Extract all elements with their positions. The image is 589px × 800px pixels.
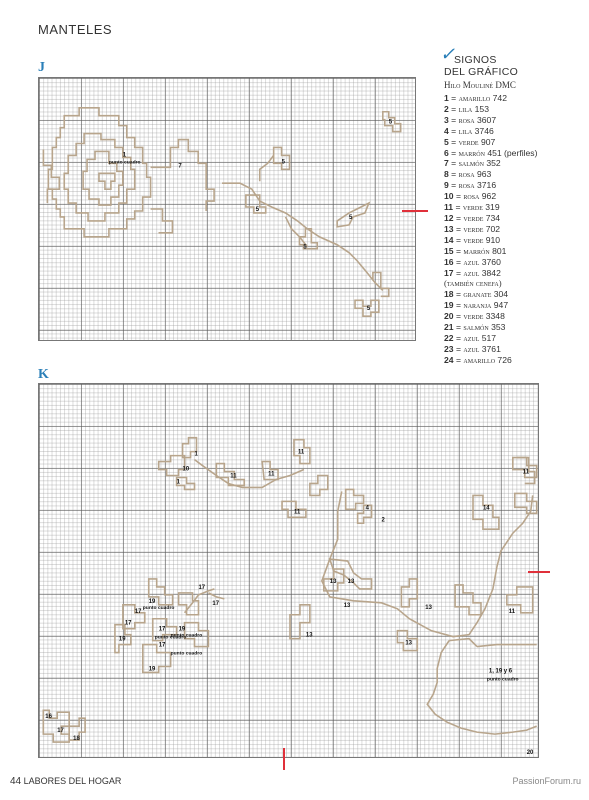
legend-item-number: 9 — [444, 180, 449, 191]
rose-petal-bottom — [151, 209, 173, 233]
chart-j-motifs — [39, 78, 415, 340]
legend-item: 20 = verde 3348 — [444, 311, 505, 322]
label-j-5c: 5 — [303, 244, 307, 251]
label-k-1: 1 — [194, 451, 198, 458]
legend-item-code: 3842 — [481, 267, 501, 278]
legend-item-color: azul — [463, 332, 480, 343]
checkmark-icon: ✓ — [440, 44, 456, 64]
legend-item: 12 = verde 734 — [444, 212, 501, 223]
label-k-11d: 11 — [293, 509, 301, 516]
stem-k-main — [322, 491, 533, 636]
label-k-13e: 13 — [405, 640, 412, 647]
legend-item-number: 6 — [444, 147, 449, 158]
legend-item-code: 3761 — [481, 343, 501, 354]
legend-item-number: 21 — [444, 322, 454, 333]
magazine-name: LABORES DEL HOGAR — [23, 776, 122, 786]
legend-item-number: 5 — [444, 136, 449, 147]
legend-item-code: 910 — [485, 234, 501, 245]
legend-item-number: 11 — [444, 202, 454, 213]
legend-item: 23 = azul 3761 — [444, 343, 501, 354]
label-k-18: 18 — [73, 736, 80, 743]
label-j-punto-cuadro: punto cuadro — [108, 160, 141, 166]
watermark: PassionForum.ru — [512, 776, 581, 786]
rose-petal-left — [43, 149, 59, 203]
label-j-5e: 5 — [388, 119, 393, 126]
legend-item-number: 10 — [444, 191, 454, 202]
legend-item-color: verde — [463, 311, 484, 322]
label-k-17e: 17 — [158, 626, 166, 633]
label-k-11e: 11 — [522, 469, 530, 476]
chart-k-grid — [38, 383, 539, 758]
legend-item-number: 19 — [444, 300, 454, 311]
legend-item-number: 1 — [444, 93, 449, 103]
leaf-k-8 — [310, 476, 328, 496]
legend-item-number: 22 — [444, 332, 454, 343]
label-k-13d: 13 — [305, 632, 313, 639]
label-k-10: 10 — [182, 466, 190, 473]
legend-item-code: 947 — [493, 300, 509, 311]
label-k-13a: 13 — [329, 578, 337, 585]
leaf-k-10 — [358, 505, 372, 523]
rose-center-outline — [99, 173, 115, 189]
legend-item-color: verde — [462, 202, 483, 213]
label-k-17d: 17 — [124, 620, 132, 627]
chart-k-motifs — [39, 384, 538, 757]
stem-j-lower — [286, 217, 308, 247]
legend-title — [440, 44, 584, 78]
legend-item: 18 = granate 304 — [444, 289, 509, 300]
label-k-17b: 17 — [212, 600, 220, 607]
legend-item: 24 = amarillo 726 — [444, 354, 512, 365]
legend-item-color: granate — [463, 289, 492, 300]
legend-item: 9 = rosa 3716 — [444, 180, 497, 191]
leaf-k-9 — [346, 489, 364, 509]
legend-item-number: 16 — [444, 256, 454, 267]
label-k-13b: 13 — [347, 578, 355, 585]
legend-item-number: 8 — [444, 169, 449, 180]
leaf-k-18 — [473, 495, 499, 529]
legend-item-color: lila — [458, 125, 473, 136]
legend-item-code: 517 — [481, 332, 497, 343]
legend-item-code: 963 — [476, 169, 492, 180]
legend-title-line1: SIGNOS — [454, 54, 497, 66]
legend-item-number: 13 — [444, 223, 454, 234]
leaf-j-4 — [337, 203, 369, 227]
legend-item-color: naranja — [463, 300, 492, 311]
legend-item-number: 18 — [444, 289, 454, 300]
legend-item-color: verde — [458, 136, 479, 147]
legend-item-color: (también cenefa) — [444, 278, 502, 289]
legend-item-color: azul — [463, 343, 480, 354]
legend-item: 8 = rosa 963 — [444, 169, 492, 180]
label-k-pc1: punto cuadro — [142, 605, 175, 611]
label-k-pc2: punto cuadro — [170, 633, 203, 639]
center-marker-k-bottom — [283, 748, 285, 770]
legend-item-number: 2 — [444, 103, 449, 114]
leaf-k-20 — [515, 493, 537, 513]
legend-item-code: 3716 — [476, 180, 497, 191]
chart-j-grid — [38, 77, 416, 341]
label-k-13c: 13 — [343, 602, 351, 609]
page-section-title: MANTELES — [38, 22, 113, 37]
legend-item: 2 = lila 153 — [444, 103, 489, 114]
legend-item-code: 3348 — [485, 311, 505, 322]
label-k-4: 4 — [365, 505, 369, 512]
legend-item: 6 = marrón 451 (perfiles) — [444, 147, 538, 158]
flower-left-petal-5 — [143, 642, 171, 673]
legend-subtitle: Hilo Mouliné DMC — [444, 80, 516, 90]
legend-item: 19 = naranja 947 — [444, 300, 509, 311]
label-k-19c: 19 — [118, 636, 126, 643]
legend-item-color: azul — [463, 267, 480, 278]
leaf-k-16 — [455, 585, 481, 615]
legend-item-color: marrón — [458, 147, 485, 158]
label-k-pc3: punto cuadro — [170, 651, 203, 657]
page-number: 44 — [10, 776, 22, 787]
legend-item-number: 24 — [444, 354, 454, 365]
label-k-17a: 17 — [198, 584, 206, 591]
legend-item: 4 = lila 3746 — [444, 125, 494, 136]
legend-item-color: salmón — [458, 158, 484, 169]
legend-item-number: 12 — [444, 212, 454, 223]
legend-item: 16 = azul 3760 — [444, 256, 501, 267]
legend-item-color: salmón — [463, 322, 489, 333]
legend-item-code: 451 (perfiles) — [487, 147, 538, 158]
leaf-k-1 — [159, 456, 185, 476]
legend-item: 14 = verde 910 — [444, 234, 501, 245]
legend-item-color: verde — [463, 234, 484, 245]
legend-item-color: rosa — [458, 114, 475, 125]
legend-item-code: 353 — [491, 322, 506, 333]
legend-item-color: amarillo — [463, 354, 496, 365]
legend-item-number: 23 — [444, 343, 454, 354]
legend-title-line2: DEL GRÁFICO — [444, 66, 519, 78]
legend-item-color: azul — [463, 256, 480, 267]
label-k-19a: 19 — [148, 598, 156, 605]
legend-item-code: 907 — [480, 136, 496, 147]
label-j-1: 1 — [122, 152, 127, 159]
legend-item: 5 = verde 907 — [444, 136, 496, 147]
legend-item — [444, 278, 584, 289]
legend-item-color: rosa — [458, 180, 475, 191]
center-marker-k-right — [528, 571, 550, 573]
label-j-5f: 5 — [366, 306, 371, 313]
label-k-11: 11 — [230, 473, 237, 480]
label-k-1b: 1 — [176, 479, 180, 486]
section-k-label: K — [38, 367, 49, 382]
label-k-19d: 19 — [148, 666, 156, 673]
label-k-2: 2 — [381, 517, 385, 524]
label-k-16: 16 — [45, 714, 52, 721]
legend-item: 21 = salmón 353 — [444, 322, 506, 333]
label-k-19b: 19 — [178, 626, 186, 633]
legend-item-color: amarillo — [458, 93, 491, 103]
label-k-big-sub: punto cuadro — [486, 677, 519, 683]
rose-petal-right — [151, 140, 215, 211]
legend-item: 15 = marrón 801 — [444, 245, 507, 256]
leaf-j-7 — [373, 273, 389, 297]
legend-item-number: 4 — [444, 125, 449, 136]
label-k-11c: 11 — [297, 449, 305, 456]
legend-panel — [440, 44, 584, 366]
legend-item-code: 3607 — [476, 114, 497, 125]
legend-item-color: lila — [458, 103, 473, 114]
legend-item-code: 962 — [481, 191, 497, 202]
label-k-13f: 13 — [425, 604, 432, 611]
page-footer — [10, 776, 121, 787]
stem-k-1 — [195, 460, 304, 488]
flower-left-petal-3 — [179, 593, 199, 615]
legend-item-code: 319 — [485, 202, 500, 213]
legend-item-number: 17 — [444, 267, 454, 278]
legend-item-number: 14 — [444, 234, 454, 245]
legend-item-code: 304 — [493, 289, 509, 300]
legend-item-color: rosa — [458, 169, 475, 180]
label-j-5a: 5 — [281, 159, 285, 166]
label-k-17f: 17 — [158, 642, 166, 649]
label-k-17g: 17 — [57, 728, 64, 735]
legend-item-code: 801 — [492, 245, 507, 256]
legend-item-number: 7 — [444, 158, 449, 169]
label-k-11b: 11 — [268, 471, 275, 478]
label-k-big: 1, 19 y 6 — [488, 668, 513, 675]
legend-item-code: 352 — [486, 158, 501, 169]
label-j-5b: 5 — [255, 206, 260, 213]
legend-item-code: 3760 — [481, 256, 501, 267]
leaf-k-14 — [401, 579, 417, 607]
legend-item-number: 3 — [444, 114, 449, 125]
label-j-5d: 5 — [349, 214, 353, 221]
legend-item-color: marrón — [463, 245, 490, 256]
label-k-pc4: punto cuadro — [154, 635, 187, 641]
legend-item: 17 = azul 3842 — [444, 267, 501, 278]
section-j-label: J — [38, 60, 45, 75]
legend-item: 10 = rosa 962 — [444, 191, 497, 202]
legend-item-code: 3746 — [474, 125, 494, 136]
legend-item-number: 20 — [444, 311, 454, 322]
legend-item: 7 = salmón 352 — [444, 158, 501, 169]
label-k-14: 14 — [482, 505, 490, 512]
big-flower-outline — [427, 639, 536, 734]
leaf-j-3 — [299, 229, 317, 249]
legend-item: 1 = amarillo 742 — [444, 93, 507, 103]
legend-item-code: 702 — [485, 223, 501, 234]
legend-item-code: 153 — [474, 103, 489, 114]
legend-item: 11 = verde 319 — [444, 202, 500, 213]
legend-item: 3 = rosa 3607 — [444, 114, 497, 125]
legend-item: 22 = azul 517 — [444, 332, 497, 343]
legend-item-code: 742 — [492, 93, 507, 103]
legend-item-code: 734 — [485, 212, 501, 223]
label-k-11f: 11 — [508, 608, 516, 615]
legend-item-color: verde — [463, 223, 484, 234]
legend-item-number: 15 — [444, 245, 454, 256]
flower-left-stem-2 — [208, 593, 224, 599]
label-k-20: 20 — [526, 750, 534, 757]
legend-list — [444, 93, 584, 366]
center-marker-j — [402, 210, 428, 212]
label-k-17c: 17 — [134, 608, 142, 615]
legend-item-color: rosa — [463, 191, 480, 202]
label-j-7: 7 — [178, 163, 182, 170]
stem-j-upper — [260, 155, 274, 181]
legend-item: 13 = verde 702 — [444, 223, 501, 234]
legend-item-code: 726 — [497, 354, 512, 365]
legend-item-color: verde — [463, 212, 484, 223]
